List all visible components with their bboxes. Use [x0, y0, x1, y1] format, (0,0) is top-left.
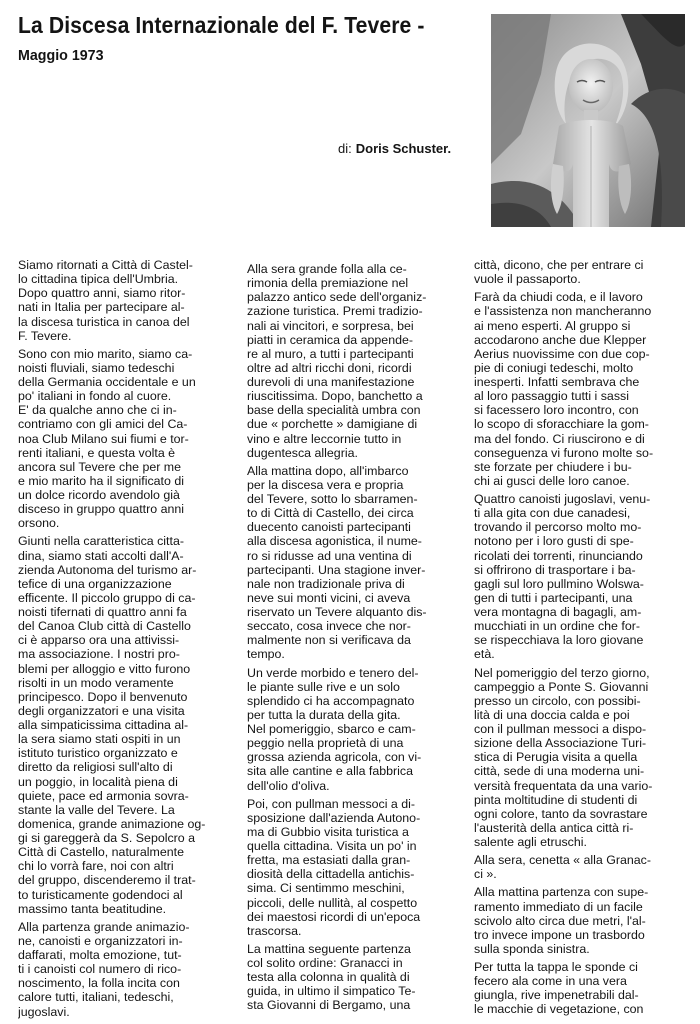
text-line: Farà da chiudi coda, e il lavoro [474, 290, 643, 305]
text-line: col solito ordine: Granacci in [247, 956, 403, 970]
text-line: con il pullman messoci a dispo- [474, 722, 647, 736]
text-line: ti alla gita con due canadesi, [474, 506, 631, 521]
text-line: noa Club Milano sui fiumi e tor- [18, 431, 189, 446]
text-line: tro invece impone un trasbordo [474, 927, 645, 942]
text-line: campeggio a Ponte S. Giovanni [474, 679, 649, 694]
text-line: diosità della cittadella antichis- [247, 867, 415, 882]
text-line: grossa azienda agricola, con vi- [247, 750, 422, 765]
text-line: notono per i loro gusti di spe- [474, 534, 634, 549]
text-line: sta Giovanni di Bergamo, una [247, 998, 411, 1013]
text-line: Dopo quattro anni, siamo ritor- [18, 286, 186, 301]
text-line: sima. Ci sentimmo meschini, [247, 881, 405, 896]
text-line: dell'olio d'oliva. [247, 778, 330, 793]
text-line: Giunti nella caratteristica citta- [18, 534, 184, 549]
text-line: ci è apparso ora una attivissi- [18, 633, 180, 648]
text-line: Un verde morbido e tenero del- [247, 665, 419, 680]
text-line: Aerius nuovissime con due cop- [474, 346, 650, 361]
text-line: trascorsa. [247, 923, 302, 938]
byline-prefix: di: [338, 141, 352, 156]
text-line: orsono. [18, 516, 60, 531]
text-line: La mattina seguente partenza [247, 941, 411, 956]
text-line: sita alle cantine e alla fabbrica [247, 764, 413, 779]
text-line: alla discesa agonistica, il nume- [247, 534, 422, 549]
text-line: contriamo con gli amici del Ca- [18, 417, 188, 432]
text-line: la discesa turistica in canoa del [18, 314, 190, 329]
text-line: principesco. Dopo il benvenuto [18, 689, 188, 704]
text-line: testa alla colonna in qualità di [247, 970, 410, 985]
text-line: dugentesca allegria. [247, 445, 358, 460]
text-line: della Germania occidentale e un [18, 375, 196, 389]
text-line: ro si ridusse ad una ventina di [247, 548, 412, 563]
text-line: del Canoa Club città di Castello [18, 619, 191, 634]
text-line: alla simpaticissima cittadina al- [18, 718, 189, 732]
text-line: se rispecchiava la loro giovane [474, 633, 644, 648]
text-line: nati in Italia per partecipare al- [18, 300, 185, 315]
text-line: dina, siamo stati accolti dall'A- [18, 548, 184, 563]
text-line: presso un circolo, con possibi- [474, 693, 641, 708]
text-line: le piante sulle rive e un solo [247, 679, 400, 694]
text-line: to turisticamente godendoci al [18, 887, 183, 902]
paragraph [474, 960, 688, 1017]
text-line: partecipanti. Una stagione inver- [247, 562, 426, 577]
paragraph [247, 942, 460, 1013]
text-line: trovando il percorso molto mo- [474, 520, 642, 535]
text-line: del Tevere, sotto lo sbarramen- [247, 492, 418, 506]
text-line: per la discesa vera e propria [247, 477, 404, 492]
article-column-3 [474, 258, 688, 1024]
text-line: efficente. Il piccolo gruppo di ca- [18, 590, 196, 605]
text-line: giungla, rive impenetrabili dal- [474, 988, 639, 1003]
text-line: un dolce ricordo avendolo già [18, 488, 180, 502]
text-line: durevoli di una manifestazione [247, 375, 415, 389]
text-line: e mio marito ha il significato di [18, 473, 184, 488]
paragraph [247, 797, 460, 938]
text-line: l'austerità della antica città ri- [474, 820, 634, 835]
text-line: piccoli, delle nullità, al cospetto [247, 895, 418, 910]
text-line: ne, canoisti e organizzatori in- [18, 933, 183, 948]
text-line: quella cittadina. Visita un po' in [247, 839, 417, 853]
text-line: al loro passaggio tutti i sassi [474, 389, 629, 404]
text-line: malmente non si verificava da [247, 633, 411, 648]
text-line: ci ». [474, 867, 497, 882]
paragraph [247, 464, 460, 662]
text-line: ricolati dei torrenti, rinunciando [474, 548, 643, 563]
paragraph [474, 666, 688, 850]
paragraph [18, 347, 230, 531]
text-line: conseguenza vi furono molte so- [474, 445, 654, 460]
text-line: sulla sponda sinistra. [474, 941, 590, 956]
text-line: pie di coniugi tedeschi, molto [474, 360, 634, 375]
text-line: quiete, pace ed armonia sovra- [18, 788, 189, 803]
text-line: Nel pomeriggio, sbarco e cam- [247, 722, 416, 736]
text-line: Quattro canoisti jugoslavi, venu- [474, 492, 651, 506]
text-line: del gruppo, discenderemo il trat- [18, 873, 196, 888]
text-line: accodarono anche due Klepper [474, 332, 647, 347]
text-line: si offrirono di trasportare i ba- [474, 562, 636, 577]
text-line: Poi, con pullman messoci a di- [247, 796, 416, 811]
text-line: inesperti. Infatti sembrava che [474, 375, 640, 389]
byline [338, 141, 451, 156]
text-line: calore tutti, italiani, tedeschi, [18, 990, 174, 1005]
paragraph [474, 853, 688, 881]
author-name: Doris Schuster. [355, 141, 452, 156]
text-line: piatti in ceramica da appende- [247, 332, 413, 347]
author-photo [491, 14, 685, 227]
text-line: mucchiati in un ordine che for- [474, 619, 640, 634]
text-line: vuole il passaporto. [474, 272, 581, 287]
text-line: ramento immediato di un facile [474, 899, 643, 914]
text-line: città, dicono, che per entrare ci [474, 258, 644, 272]
text-line: sizione della Associazione Turi- [474, 736, 647, 751]
text-line: zazione turistica. Premi tradizio- [247, 304, 423, 319]
text-line: po' italiani in fondo al cuore. [18, 389, 172, 404]
text-line: gen di tutti i partecipanti, una [474, 590, 633, 605]
text-line: riuscitissima. Dopo, banchetto a [247, 389, 423, 404]
text-line: ma associazione. I nostri pro- [18, 647, 180, 662]
text-line: Per tutta la tappa le sponde ci [474, 960, 638, 974]
text-line: renti italiani, e questa volta è [18, 445, 176, 460]
text-line: gi si gareggerà da S. Sepolcro a [18, 831, 196, 845]
text-line: domenica, grande animazione og- [18, 816, 206, 831]
paragraph [247, 666, 460, 793]
text-line: istituto turistico organizzato e [18, 746, 178, 761]
text-line: splendido ci ha accompagnato [247, 693, 415, 708]
text-line: vino e altre leccornie tutto in [247, 431, 402, 446]
text-line: sposizione dall'azienda Autono- [247, 810, 421, 825]
text-line: lo cittadina tipica dell'Umbria. [18, 272, 179, 287]
text-line: scivolo alto circa due metri, l'al- [474, 913, 646, 928]
paragraph [247, 262, 460, 460]
text-line: noisti tifernati di quattro anni fa [18, 605, 187, 619]
text-line: jugoslavi. [18, 1004, 70, 1019]
text-line: ancora sul Tevere che per me [18, 459, 182, 474]
text-line: daffarati, molta emozione, tut- [18, 948, 182, 962]
paragraph [474, 290, 688, 488]
text-line: due « porchette » damigiane di [247, 417, 418, 432]
text-line: duecento canoisti partecipanti [247, 520, 411, 535]
text-line: città, sede di una moderna uni- [474, 764, 645, 779]
text-line: pinta moltitudine di studenti di [474, 792, 638, 807]
text-line: ma di Gubbio visita turistica a [247, 824, 409, 839]
text-line: ste forzate per chiudere i bu- [474, 459, 632, 474]
text-line: riservato un Tevere alquanto dis- [247, 605, 427, 619]
text-line: ti i canoisti col numero di rico- [18, 962, 182, 977]
text-line: to di Città di Castello, dei circa [247, 506, 414, 521]
text-line: nali ai vincitori, e sorpresa, bei [247, 318, 414, 333]
text-line: diretto da religiosi sull'alto di [18, 760, 173, 775]
paragraph [474, 258, 688, 286]
paragraph [18, 534, 230, 915]
text-line: dei maestosi ricordi di un'epoca [247, 909, 421, 924]
text-line: noscimento, la folla incita con [18, 976, 180, 991]
text-line: nale non tradizionale priva di [247, 576, 405, 591]
paragraph [474, 885, 688, 956]
text-line: massimo tanta beatitudine. [18, 901, 167, 916]
text-line: tefice di una organizzazione [18, 576, 172, 591]
text-line: fretta, ma estasiati dalla gran- [247, 853, 411, 868]
text-line: vera montagna di bagagli, am- [474, 605, 642, 619]
text-line: tempo. [247, 647, 285, 662]
text-line: ogni colore, tanto da sovrastare [474, 806, 648, 821]
text-line: Alla partenza grande animazio- [18, 919, 190, 934]
text-line: risolti in un modo veramente [18, 675, 174, 690]
article-column-1 [18, 258, 230, 1024]
text-line: neve sui monti vicini, ci aveva [247, 590, 411, 605]
paragraph [18, 258, 230, 343]
text-line: F. Tevere. [18, 328, 72, 343]
text-line: zienda Autonoma del turismo ar- [18, 562, 197, 577]
text-line: fecero ala come in una vera [474, 974, 627, 989]
text-line: peggio nella proprietà di una [247, 736, 404, 751]
text-line: Sono con mio marito, siamo ca- [18, 346, 193, 361]
text-line: Alla mattina partenza con supe- [474, 885, 649, 900]
text-line: la sera siamo stati ospiti in un [18, 732, 181, 747]
text-line: re al muro, a tutti i partecipanti [247, 346, 414, 361]
text-line: Alla mattina dopo, all'imbarco [247, 463, 409, 478]
text-line: Nel pomeriggio del terzo giorno, [474, 665, 650, 680]
paragraph [18, 920, 230, 1019]
text-line: disceso in gruppo quattro anni [18, 502, 185, 517]
text-line: stica di Perugia visita a quella [474, 750, 638, 765]
text-line: blemi per alloggio e vitto furono [18, 661, 191, 676]
text-line: gagli sul loro pullmino Wolswa- [474, 576, 644, 591]
text-line: si facessero loro incontro, con [474, 403, 639, 418]
text-line: palazzo antico sede dell'organiz- [247, 290, 427, 305]
text-line: salente agli etruschi. [474, 835, 587, 849]
text-line: chi ai gusci delle loro canoe. [474, 473, 630, 488]
text-line: chi lo vorrà fare, noi con altri [18, 859, 174, 874]
text-line: guida, in ultimo il simpatico Te- [247, 984, 416, 999]
text-line: stante la valle del Tevere. La [18, 802, 175, 817]
text-line: versità frequentata da una vario- [474, 778, 653, 793]
text-line: degli organizzatori e una visita [18, 703, 185, 718]
text-line: e l'assistenza non mancheranno [474, 304, 652, 319]
text-line: Siamo ritornati a Città di Castel- [18, 258, 193, 272]
text-line: un poggio, in località piena di [18, 774, 178, 789]
paragraph [474, 492, 688, 662]
text-line: Città di Castello, naturalmente [18, 845, 184, 860]
article-title: La Discesa Internazionale del F. Tevere - [18, 12, 425, 38]
text-line: Alla sera, cenetta « alla Granac- [474, 853, 652, 868]
article-date: Maggio 1973 [18, 47, 104, 64]
portrait-image [491, 14, 685, 227]
text-line: le macchie di vegetazione, con [474, 1002, 644, 1017]
text-line: lo scopo di sforacchiare la gom- [474, 417, 649, 432]
text-line: rimonia della premiazione nel [247, 276, 409, 291]
text-line: ai meno esperti. Al gruppo si [474, 318, 631, 333]
text-line: lità di una doccia calda e poi [474, 707, 630, 722]
text-line: noisti fluviali, siamo tedeschi [18, 360, 175, 375]
text-line: oltre ad altri ricchi doni, ricordi [247, 360, 412, 375]
text-line: Alla sera grande folla alla ce- [247, 262, 407, 276]
text-line: seccato, cosa invece che nor- [247, 619, 411, 634]
text-line: ma del fondo. Ci riuscirono e di [474, 431, 645, 446]
article-column-2 [247, 262, 460, 1024]
text-line: base della specialità umbra con [247, 403, 421, 418]
text-line: E' da qualche anno che ci in- [18, 403, 177, 418]
text-line: per tutta la durata della gita. [247, 707, 401, 722]
text-line: età. [474, 647, 495, 662]
